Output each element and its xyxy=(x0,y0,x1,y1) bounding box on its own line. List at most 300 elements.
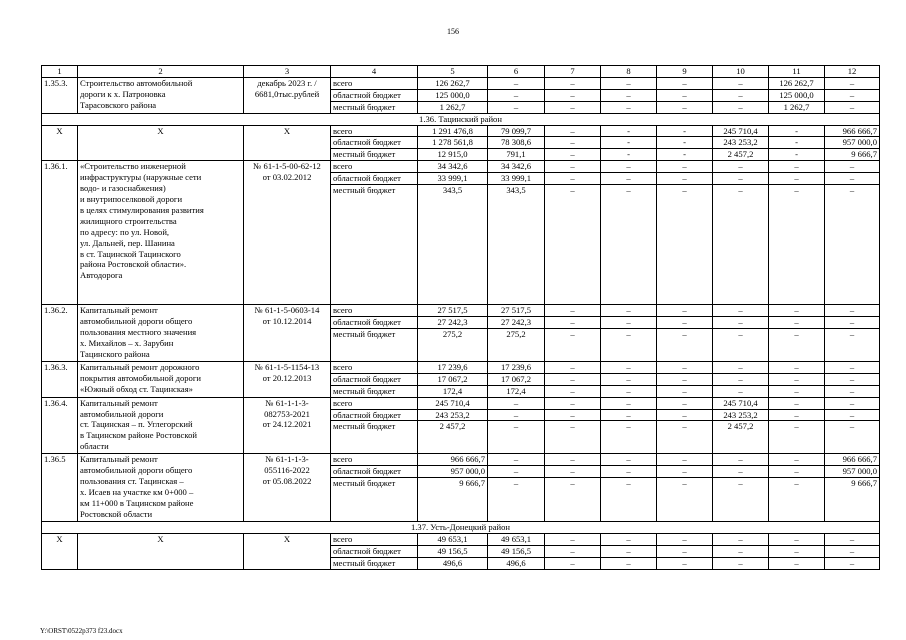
value-cell: – xyxy=(601,373,657,385)
value-cell: – xyxy=(713,77,769,89)
value-cell: – xyxy=(657,305,713,317)
name-line: в целях стимулирования развития xyxy=(80,204,204,215)
source-label: всего xyxy=(331,125,418,137)
value-cell: - xyxy=(769,125,825,137)
name-line: покрытия автомобильной дороги xyxy=(80,372,201,383)
value-cell: - xyxy=(657,137,713,149)
value-cell: 957 000,0 xyxy=(418,466,488,478)
row-number: 1.35.3. xyxy=(42,77,78,113)
value-cell: – xyxy=(545,466,601,478)
doc-line: № 61-1-5-00-62-12 xyxy=(253,161,321,172)
value-cell: 966 666,7 xyxy=(418,454,488,466)
value-cell: 496,6 xyxy=(418,557,488,569)
source-label: всего xyxy=(331,454,418,466)
name-line: Строительство автомобильной xyxy=(80,77,193,88)
value-cell: – xyxy=(769,421,825,454)
value-cell: – xyxy=(601,173,657,185)
value-cell: – xyxy=(488,77,545,89)
table-row xyxy=(42,125,880,137)
value-cell: – xyxy=(825,409,880,421)
doc-line: от 24.12.2021 xyxy=(262,419,312,430)
col-number: 7 xyxy=(545,66,601,78)
document-ref xyxy=(244,454,331,522)
doc-line: декабрь 2023 г. / xyxy=(257,77,317,88)
name-line: и внутрипоселковой дороги xyxy=(80,193,183,204)
value-cell: – xyxy=(601,397,657,409)
value-cell: – xyxy=(601,466,657,478)
value-cell: – xyxy=(769,373,825,385)
value-cell: – xyxy=(601,546,657,558)
value-cell: – xyxy=(713,328,769,361)
value-cell: – xyxy=(657,77,713,89)
source-label: областной бюджет xyxy=(331,373,418,385)
value-cell: – xyxy=(825,89,880,101)
table-row xyxy=(42,534,880,546)
value-cell: 966 666,7 xyxy=(825,454,880,466)
value-cell: - xyxy=(769,149,825,161)
source-label: всего xyxy=(331,361,418,373)
value-cell: 125 000,0 xyxy=(769,89,825,101)
value-cell: - xyxy=(601,137,657,149)
value-cell: 1 262,7 xyxy=(769,101,825,113)
name-line: автомобильной дороги общего xyxy=(80,465,193,476)
value-cell: 243 253,2 xyxy=(713,409,769,421)
name-line: жилищного строительства xyxy=(80,215,177,226)
value-cell: 172,4 xyxy=(418,385,488,397)
source-label: областной бюджет xyxy=(331,89,418,101)
object-name xyxy=(78,454,244,522)
name-line: ст. Тацинская – п. Углегорский xyxy=(80,419,193,430)
column-number-row xyxy=(42,66,880,78)
value-cell: – xyxy=(769,361,825,373)
value-cell: 245 710,4 xyxy=(418,397,488,409)
col-number: 12 xyxy=(825,66,880,78)
value-cell: 126 262,7 xyxy=(769,77,825,89)
name-line: «Южный обход ст. Тацинская» xyxy=(80,383,193,394)
value-cell: – xyxy=(601,305,657,317)
value-cell: – xyxy=(488,397,545,409)
value-cell: – xyxy=(657,534,713,546)
value-cell: – xyxy=(545,454,601,466)
section-row xyxy=(42,522,880,534)
value-cell: 9 666,7 xyxy=(825,149,880,161)
value-cell: – xyxy=(601,89,657,101)
col-number: 1 xyxy=(42,66,78,78)
source-label: местный бюджет xyxy=(331,385,418,397)
value-cell: – xyxy=(825,361,880,373)
source-label: местный бюджет xyxy=(331,149,418,161)
value-cell: – xyxy=(657,328,713,361)
name-line: ул. Дальней, пер. Шанина xyxy=(80,237,175,248)
source-label: местный бюджет xyxy=(331,328,418,361)
doc-line: от 03.02.2012 xyxy=(262,172,312,183)
value-cell: 49 156,5 xyxy=(488,546,545,558)
value-cell: 791,1 xyxy=(488,149,545,161)
value-cell: – xyxy=(825,534,880,546)
value-cell: – xyxy=(545,397,601,409)
name-line: по адресу: по ул. Новой, xyxy=(80,226,170,237)
name-line: в Тацинском районе Ростовской xyxy=(80,430,197,441)
value-cell: 275,2 xyxy=(488,328,545,361)
value-cell: – xyxy=(769,185,825,305)
value-cell: – xyxy=(825,305,880,317)
name-line: Капитальный ремонт xyxy=(80,305,158,316)
doc-line: 6681,0тыс.рублей xyxy=(254,88,320,99)
value-cell: 49 653,1 xyxy=(418,534,488,546)
source-label: областной бюджет xyxy=(331,466,418,478)
value-cell: 1 278 561,8 xyxy=(418,137,488,149)
col-number: 4 xyxy=(331,66,418,78)
value-cell: – xyxy=(769,397,825,409)
value-cell: – xyxy=(545,125,601,137)
value-cell: – xyxy=(601,478,657,522)
value-cell: – xyxy=(545,385,601,397)
source-label: местный бюджет xyxy=(331,185,418,305)
value-cell: 79 099,7 xyxy=(488,125,545,137)
value-cell: – xyxy=(713,173,769,185)
name-line: Автодорога xyxy=(80,270,123,281)
value-cell: – xyxy=(825,373,880,385)
source-label: всего xyxy=(331,161,418,173)
value-cell: – xyxy=(545,421,601,454)
value-cell: 49 653,1 xyxy=(488,534,545,546)
name-line: х. Исаев на участке км 0+000 – xyxy=(80,487,194,498)
row-number: 1.36.4. xyxy=(42,397,78,454)
name-line: пользования местного значения xyxy=(80,326,197,337)
value-cell: – xyxy=(769,305,825,317)
file-path-footer: Y:\ORST\0522p373 f23.docx xyxy=(40,627,123,635)
source-label: местный бюджет xyxy=(331,557,418,569)
table-row xyxy=(42,161,880,173)
value-cell: – xyxy=(601,101,657,113)
value-cell: – xyxy=(713,305,769,317)
value-cell: – xyxy=(769,161,825,173)
value-cell: – xyxy=(657,421,713,454)
doc-line: № 61-1-5-0603-14 xyxy=(254,305,320,316)
value-cell: – xyxy=(657,185,713,305)
value-cell: – xyxy=(825,185,880,305)
value-cell: – xyxy=(825,546,880,558)
value-cell: 1 291 476,8 xyxy=(418,125,488,137)
name-line: х. Михайлов – х. Зарубин xyxy=(80,337,174,348)
value-cell: – xyxy=(545,361,601,373)
value-cell: – xyxy=(545,185,601,305)
value-cell: – xyxy=(657,101,713,113)
value-cell: – xyxy=(713,185,769,305)
value-cell: 27 517,5 xyxy=(418,305,488,317)
value-cell: 12 915,0 xyxy=(418,149,488,161)
value-cell: – xyxy=(545,534,601,546)
value-cell: – xyxy=(545,316,601,328)
document-ref xyxy=(244,161,331,305)
value-cell: – xyxy=(657,373,713,385)
x-mark: Х xyxy=(244,534,331,570)
value-cell: – xyxy=(769,557,825,569)
value-cell: - xyxy=(657,149,713,161)
table-row xyxy=(42,454,880,466)
table-row xyxy=(42,77,880,89)
source-label: областной бюджет xyxy=(331,316,418,328)
source-label: местный бюджет xyxy=(331,101,418,113)
doc-line: № 61-1-1-3- xyxy=(265,397,309,408)
value-cell: – xyxy=(657,397,713,409)
value-cell: 17 067,2 xyxy=(418,373,488,385)
value-cell: – xyxy=(657,454,713,466)
value-cell: – xyxy=(488,421,545,454)
doc-line: № 61-1-1-3- xyxy=(265,454,309,465)
value-cell: – xyxy=(713,546,769,558)
value-cell: – xyxy=(713,557,769,569)
value-cell: 126 262,7 xyxy=(418,77,488,89)
table-row xyxy=(42,305,880,317)
value-cell: – xyxy=(657,478,713,522)
value-cell: – xyxy=(601,557,657,569)
value-cell: – xyxy=(657,546,713,558)
value-cell: – xyxy=(601,161,657,173)
value-cell: – xyxy=(825,397,880,409)
name-line: «Строительство инженерной xyxy=(80,161,186,172)
value-cell: – xyxy=(713,454,769,466)
value-cell: 34 342,6 xyxy=(418,161,488,173)
value-cell: – xyxy=(601,454,657,466)
col-number: 5 xyxy=(418,66,488,78)
object-name xyxy=(78,361,244,397)
value-cell: – xyxy=(769,316,825,328)
value-cell: – xyxy=(488,89,545,101)
source-label: областной бюджет xyxy=(331,173,418,185)
col-number: 8 xyxy=(601,66,657,78)
value-cell: – xyxy=(657,409,713,421)
value-cell: – xyxy=(769,454,825,466)
value-cell: – xyxy=(825,557,880,569)
name-line: дороги к х. Патроновка xyxy=(80,88,166,99)
page-number: 156 xyxy=(447,27,459,36)
table-row xyxy=(42,361,880,373)
object-name xyxy=(78,77,244,113)
value-cell: 2 457,2 xyxy=(713,149,769,161)
value-cell: – xyxy=(657,557,713,569)
value-cell: – xyxy=(545,546,601,558)
value-cell: – xyxy=(601,328,657,361)
value-cell: – xyxy=(713,89,769,101)
value-cell: – xyxy=(713,316,769,328)
value-cell: – xyxy=(488,466,545,478)
doc-line: от 05.08.2022 xyxy=(262,476,312,487)
value-cell: – xyxy=(825,421,880,454)
doc-line: № 61-1-5-1154-13 xyxy=(254,361,320,372)
name-line: Капитальный ремонт xyxy=(80,454,158,465)
doc-line: от 10.12.2014 xyxy=(262,315,312,326)
source-label: всего xyxy=(331,397,418,409)
value-cell: – xyxy=(545,373,601,385)
col-number: 11 xyxy=(769,66,825,78)
name-line: Капитальный ремонт xyxy=(80,397,158,408)
name-line: района Ростовской области». xyxy=(80,259,187,270)
source-label: областной бюджет xyxy=(331,546,418,558)
value-cell: 27 517,5 xyxy=(488,305,545,317)
value-cell: – xyxy=(825,173,880,185)
value-cell: 245 710,4 xyxy=(713,125,769,137)
value-cell: – xyxy=(657,466,713,478)
col-number: 10 xyxy=(713,66,769,78)
value-cell: – xyxy=(601,385,657,397)
value-cell: – xyxy=(601,361,657,373)
value-cell: 957 000,0 xyxy=(825,466,880,478)
value-cell: - xyxy=(769,137,825,149)
value-cell: – xyxy=(545,149,601,161)
value-cell: – xyxy=(545,89,601,101)
value-cell: 243 253,2 xyxy=(418,409,488,421)
name-line: водо- и газоснабжения) xyxy=(80,183,166,194)
value-cell: – xyxy=(657,316,713,328)
value-cell: – xyxy=(545,161,601,173)
value-cell: – xyxy=(713,478,769,522)
source-label: всего xyxy=(331,534,418,546)
value-cell: – xyxy=(545,77,601,89)
source-label: всего xyxy=(331,77,418,89)
document-ref xyxy=(244,397,331,454)
value-cell: 957 000,0 xyxy=(825,137,880,149)
row-number: 1.36.3. xyxy=(42,361,78,397)
value-cell: – xyxy=(545,409,601,421)
value-cell: – xyxy=(769,546,825,558)
value-cell: 343,5 xyxy=(418,185,488,305)
value-cell: 2 457,2 xyxy=(713,421,769,454)
value-cell: – xyxy=(713,101,769,113)
name-line: области xyxy=(80,441,109,452)
value-cell: 2 457,2 xyxy=(418,421,488,454)
value-cell: – xyxy=(545,478,601,522)
x-mark: Х xyxy=(78,534,244,570)
name-line: пользования ст. Тацинская – xyxy=(80,476,184,487)
value-cell: 17 239,6 xyxy=(418,361,488,373)
source-label: местный бюджет xyxy=(331,421,418,454)
value-cell: – xyxy=(488,478,545,522)
col-number: 6 xyxy=(488,66,545,78)
value-cell: – xyxy=(601,77,657,89)
budget-table xyxy=(41,65,880,570)
value-cell: – xyxy=(545,137,601,149)
name-line: автомобильной дороги xyxy=(80,408,164,419)
x-mark: Х xyxy=(42,125,78,161)
value-cell: – xyxy=(657,361,713,373)
value-cell: – xyxy=(769,385,825,397)
value-cell: 172,4 xyxy=(488,385,545,397)
document-ref xyxy=(244,77,331,113)
value-cell: 9 666,7 xyxy=(825,478,880,522)
name-line: Тарасовского района xyxy=(80,99,157,110)
source-label: областной бюджет xyxy=(331,137,418,149)
document-ref xyxy=(244,305,331,362)
value-cell: – xyxy=(601,421,657,454)
value-cell: 27 242,3 xyxy=(418,316,488,328)
document-ref xyxy=(244,361,331,397)
value-cell: 27 242,3 xyxy=(488,316,545,328)
value-cell: – xyxy=(545,173,601,185)
col-number: 2 xyxy=(78,66,244,78)
value-cell: 125 000,0 xyxy=(418,89,488,101)
value-cell: – xyxy=(601,316,657,328)
value-cell: – xyxy=(825,316,880,328)
value-cell: 343,5 xyxy=(488,185,545,305)
name-line: км 11+000 в Тацинском районе xyxy=(80,498,194,509)
value-cell: – xyxy=(713,466,769,478)
value-cell: – xyxy=(713,373,769,385)
value-cell: – xyxy=(769,173,825,185)
value-cell: 17 239,6 xyxy=(488,361,545,373)
value-cell: – xyxy=(545,557,601,569)
value-cell: – xyxy=(657,89,713,101)
source-label: местный бюджет xyxy=(331,478,418,522)
value-cell: - xyxy=(657,125,713,137)
value-cell: - xyxy=(601,125,657,137)
value-cell: – xyxy=(825,161,880,173)
value-cell: – xyxy=(825,385,880,397)
value-cell: 245 710,4 xyxy=(713,397,769,409)
name-line: Ростовской области xyxy=(80,508,153,519)
col-number: 9 xyxy=(657,66,713,78)
value-cell: – xyxy=(657,385,713,397)
value-cell: 33 999,1 xyxy=(488,173,545,185)
table-row xyxy=(42,397,880,409)
object-name xyxy=(78,305,244,362)
value-cell: – xyxy=(713,385,769,397)
name-line: в ст. Тацинской Тацинского xyxy=(80,248,181,259)
value-cell: – xyxy=(488,409,545,421)
name-line: автомобильной дороги общего xyxy=(80,315,193,326)
value-cell: – xyxy=(545,305,601,317)
doc-line: 055116-2022 xyxy=(264,465,310,476)
value-cell: - xyxy=(601,149,657,161)
value-cell: – xyxy=(825,77,880,89)
value-cell: 1 262,7 xyxy=(418,101,488,113)
section-title: 1.36. Тацинский район xyxy=(42,113,880,125)
row-number: 1.36.5 xyxy=(42,454,78,522)
value-cell: – xyxy=(713,534,769,546)
value-cell: – xyxy=(769,534,825,546)
value-cell: – xyxy=(769,328,825,361)
doc-line: от 20.12.2013 xyxy=(262,372,312,383)
value-cell: – xyxy=(601,534,657,546)
value-cell: 243 253,2 xyxy=(713,137,769,149)
value-cell: – xyxy=(657,161,713,173)
value-cell: 496,6 xyxy=(488,557,545,569)
value-cell: – xyxy=(657,173,713,185)
x-mark: Х xyxy=(78,125,244,161)
section-row xyxy=(42,113,880,125)
value-cell: – xyxy=(601,185,657,305)
row-number: 1.36.1. xyxy=(42,161,78,305)
value-cell: 966 666,7 xyxy=(825,125,880,137)
value-cell: 275,2 xyxy=(418,328,488,361)
value-cell: – xyxy=(825,101,880,113)
section-title: 1.37. Усть-Донецкий район xyxy=(42,522,880,534)
value-cell: – xyxy=(545,328,601,361)
value-cell: – xyxy=(825,328,880,361)
value-cell: – xyxy=(545,101,601,113)
value-cell: – xyxy=(769,466,825,478)
value-cell: – xyxy=(488,454,545,466)
source-label: всего xyxy=(331,305,418,317)
x-mark: Х xyxy=(42,534,78,570)
object-name xyxy=(78,397,244,454)
row-number: 1.36.2. xyxy=(42,305,78,362)
value-cell: 9 666,7 xyxy=(418,478,488,522)
x-mark: Х xyxy=(244,125,331,161)
col-number: 3 xyxy=(244,66,331,78)
name-line: Капитальный ремонт дорожного xyxy=(80,361,200,372)
name-line: инфраструктуры (наружные сети xyxy=(80,172,202,183)
